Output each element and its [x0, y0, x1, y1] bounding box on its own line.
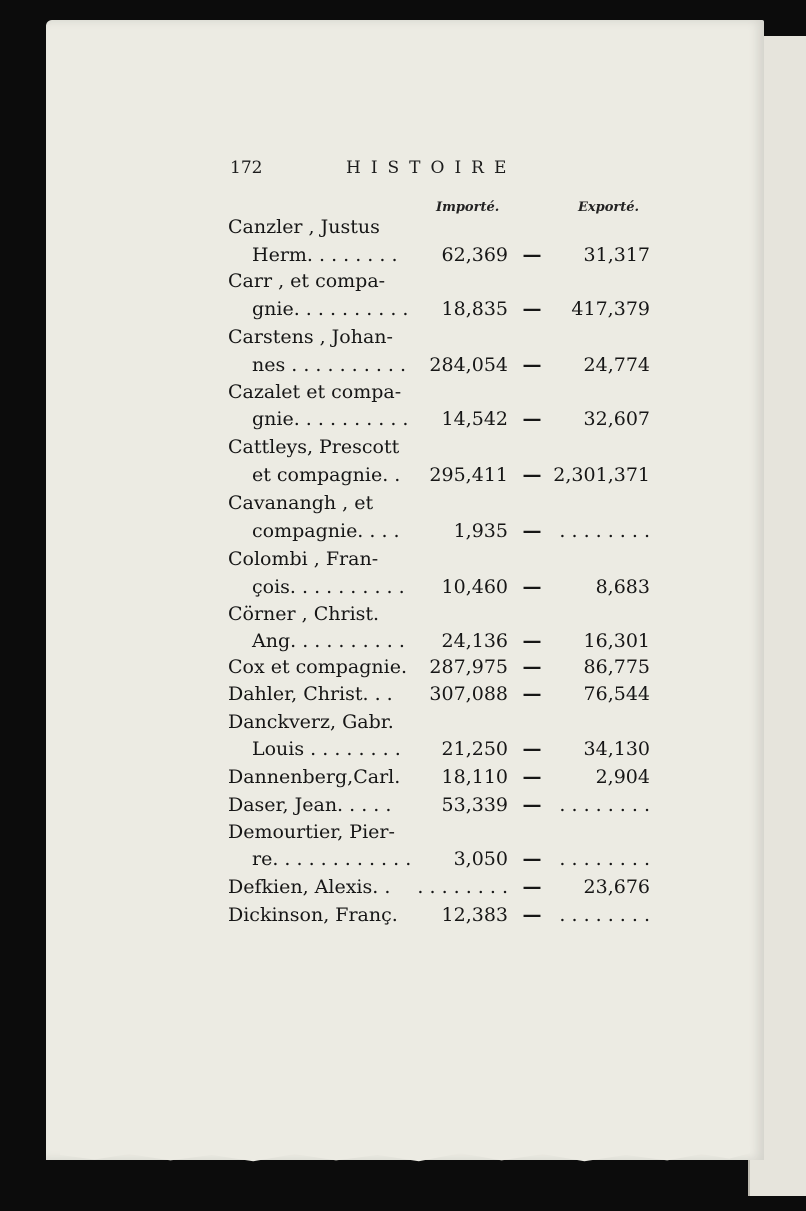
- entry-name: Defkien, Alexis. .: [228, 876, 391, 898]
- dash-separator: —: [522, 766, 542, 788]
- dash-separator: —: [522, 848, 542, 870]
- imported-value: 10,460: [441, 576, 508, 598]
- imported-value: 21,250: [441, 738, 508, 760]
- table-row: [228, 736, 660, 763]
- entry-name: Carr , et compa-: [228, 270, 386, 292]
- table-row: [228, 654, 660, 681]
- entry-name: Danckverz, Gabr.: [228, 711, 394, 733]
- entry-name: gnie. . . . . . . . . .: [252, 408, 409, 430]
- imported-value: 53,339: [441, 794, 508, 816]
- page-header: [230, 158, 550, 182]
- imported-value: 284,054: [429, 354, 508, 376]
- exported-value: 86,775: [583, 656, 650, 678]
- table-row: [228, 324, 660, 351]
- table-row: [228, 709, 660, 736]
- imported-value: 3,050: [453, 848, 508, 870]
- table-row: [228, 518, 660, 545]
- torn-page-bottom: [60, 1146, 750, 1164]
- column-header-imported: Importé.: [436, 200, 500, 215]
- exported-value: . . . . . . . .: [559, 520, 650, 542]
- imported-value: 287,975: [429, 656, 508, 678]
- exported-value: 32,607: [583, 408, 650, 430]
- table-row: [228, 434, 660, 461]
- exported-value: 417,379: [571, 298, 650, 320]
- column-header-exported: Exporté.: [578, 200, 640, 215]
- exported-value: 23,676: [583, 876, 650, 898]
- table-row: [228, 214, 660, 241]
- table-row: [228, 406, 660, 433]
- entry-name: Herm. . . . . . . .: [252, 244, 398, 266]
- entry-name: et compagnie. .: [252, 464, 401, 486]
- table-row: [228, 792, 660, 819]
- entry-name: Louis . . . . . . . .: [252, 738, 401, 760]
- entry-name: Cox et compagnie.: [228, 656, 407, 678]
- dash-separator: —: [522, 408, 542, 430]
- table-row: [228, 379, 660, 406]
- dash-separator: —: [522, 520, 542, 542]
- entry-name: nes . . . . . . . . . .: [252, 354, 407, 376]
- imported-value: 14,542: [441, 408, 508, 430]
- table-row: [228, 846, 660, 873]
- dash-separator: —: [522, 244, 542, 266]
- imported-value: 62,369: [441, 244, 508, 266]
- exported-value: 34,130: [583, 738, 650, 760]
- imported-value: . . . . . . . .: [417, 876, 508, 898]
- imported-value: 307,088: [429, 683, 508, 705]
- table-row: [228, 352, 660, 379]
- exported-value: 31,317: [583, 244, 650, 266]
- table-row: [228, 242, 660, 269]
- entry-name: Daser, Jean. . . . .: [228, 794, 392, 816]
- dash-separator: —: [522, 876, 542, 898]
- table-row: [228, 628, 660, 655]
- imported-value: 18,835: [441, 298, 508, 320]
- dash-separator: —: [522, 794, 542, 816]
- imported-value: 12,383: [441, 904, 508, 926]
- table-row: [228, 874, 660, 901]
- entry-name: Canzler , Justus: [228, 216, 380, 238]
- entry-name: gnie. . . . . . . . . .: [252, 298, 409, 320]
- table-row: [228, 764, 660, 791]
- dash-separator: —: [522, 656, 542, 678]
- table-row: [228, 546, 660, 573]
- entry-name: Colombi , Fran-: [228, 548, 379, 570]
- exported-value: 8,683: [595, 576, 650, 598]
- table-row: [228, 268, 660, 295]
- entry-name: Cörner , Christ.: [228, 603, 380, 625]
- imported-value: 295,411: [429, 464, 508, 486]
- dash-separator: —: [522, 683, 542, 705]
- table-row: [228, 574, 660, 601]
- entry-name: compagnie. . . .: [252, 520, 400, 542]
- dash-separator: —: [522, 904, 542, 926]
- exported-value: 2,301,371: [553, 464, 650, 486]
- exported-value: . . . . . . . .: [559, 848, 650, 870]
- entry-name: Cavanangh , et: [228, 492, 374, 514]
- imported-value: 24,136: [441, 630, 508, 652]
- imported-value: 18,110: [441, 766, 508, 788]
- exported-value: 76,544: [583, 683, 650, 705]
- running-title: HISTOIRE: [346, 158, 517, 178]
- table-row: [228, 681, 660, 708]
- dash-separator: —: [522, 738, 542, 760]
- entry-name: çois. . . . . . . . . .: [252, 576, 405, 598]
- table-row: [228, 490, 660, 517]
- exported-value: . . . . . . . .: [559, 904, 650, 926]
- exported-value: 2,904: [595, 766, 650, 788]
- entry-name: Cattleys, Prescott: [228, 436, 400, 458]
- dash-separator: —: [522, 464, 542, 486]
- dash-separator: —: [522, 576, 542, 598]
- table-row: [228, 902, 660, 929]
- dash-separator: —: [522, 630, 542, 652]
- entry-name: re. . . . . . . . . . . .: [252, 848, 412, 870]
- entry-name: Carstens , Johan-: [228, 326, 393, 348]
- entry-name: Ang. . . . . . . . . .: [252, 630, 405, 652]
- exported-value: 24,774: [583, 354, 650, 376]
- exported-value: . . . . . . . .: [559, 794, 650, 816]
- entry-name: Demourtier, Pier-: [228, 821, 395, 843]
- table-row: [228, 462, 660, 489]
- dash-separator: —: [522, 298, 542, 320]
- table-row: [228, 819, 660, 846]
- entry-name: Cazalet et compa-: [228, 381, 402, 403]
- table-row: [228, 601, 660, 628]
- entry-name: Dickinson, Franç.: [228, 904, 398, 926]
- exported-value: 16,301: [583, 630, 650, 652]
- entry-name: Dahler, Christ. . .: [228, 683, 393, 705]
- imported-value: 1,935: [453, 520, 508, 542]
- table-row: [228, 296, 660, 323]
- dash-separator: —: [522, 354, 542, 376]
- entry-name: Dannenberg,Carl.: [228, 766, 401, 788]
- page-number: 172: [230, 158, 263, 178]
